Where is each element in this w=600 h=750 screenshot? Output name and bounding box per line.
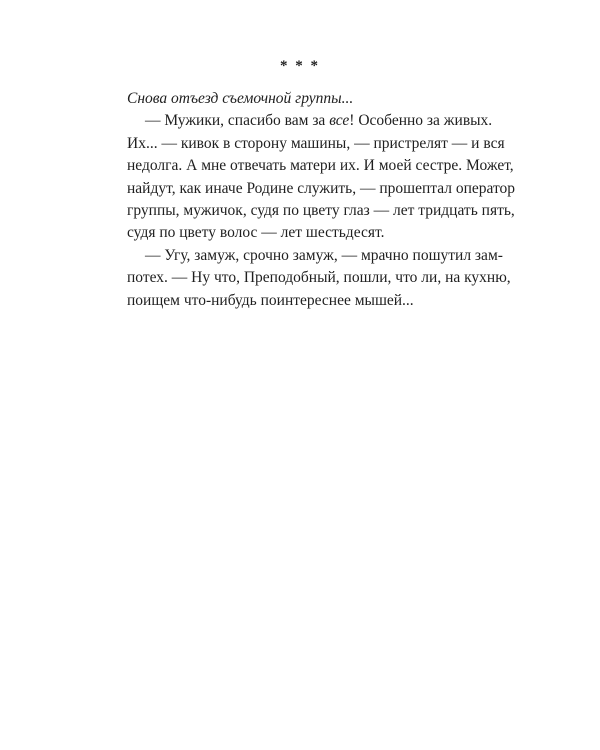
text-span: потех. — Ну что, Преподобный, пошли, что ли, на кухню, [127, 269, 511, 287]
text-line [127, 155, 514, 177]
text-line [127, 178, 516, 200]
text-span: найдут, как иначе Родине служить, — прошептал оператор [127, 179, 516, 197]
text-span: недолга. А мне отвечать матери их. И моей сестре. Может, [127, 157, 514, 175]
text-span: поищем что-нибудь поинтереснее мышей... [127, 291, 414, 309]
text-span: группы, мужичок, судя по цвету глаз — лет тридцать пять, [127, 202, 515, 220]
text-span: — Угу, замуж, срочно замуж, — мрачно пошутил зам- [145, 246, 503, 264]
italic-text-span: все [329, 112, 350, 130]
italic-text-span: Снова отъезд съемочной группы... [127, 90, 354, 107]
text-span: ! Особенно за живых. [349, 112, 493, 130]
text-block [127, 88, 516, 312]
text-line [127, 245, 503, 267]
section-separator: * * * [280, 58, 320, 74]
text-line [127, 133, 505, 155]
text-line [127, 290, 475, 312]
text-span: Их... — кивок в сторону машины, — пристрелят — и вся [127, 134, 505, 152]
text-line [127, 88, 475, 110]
text-span: судя по цвету волос — лет шестьдесят. [127, 224, 385, 242]
text-span: — Мужики, спасибо вам за [145, 112, 330, 130]
text-line [127, 200, 515, 222]
text-line [127, 110, 493, 132]
text-line [127, 222, 475, 244]
text-line [127, 267, 511, 289]
